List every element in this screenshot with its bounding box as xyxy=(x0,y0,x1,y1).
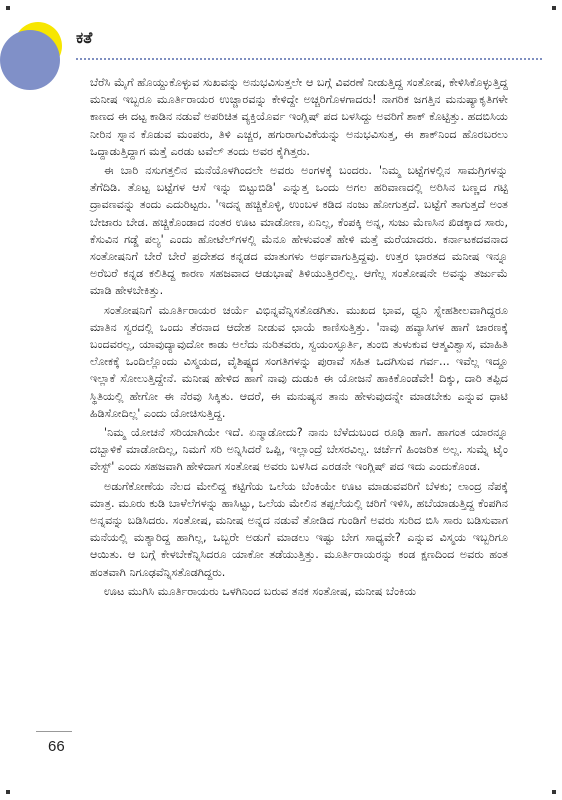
paragraph: ಬೆರೆಸಿ ಮೈಗೆ ಹೊಯ್ದುಕೊಳ್ಳುವ ಸುಖವನ್ನು ಅನುಭವಿಸುತ್ತಲೇ ಆ ಬಗ್ಗೆ ವಿವರಣೆ ನೀಡುತ್ತಿದ್ದ ಸಂತೋಷ, ಕೇಳಿಸಿಕೊಳ್ಳುತ್ತಿದ್ದ ಮನೀಷ ಇಬ್ಬರೂ ಮೂರ್ತಿರಾಯರ ಉಚ್ಚಾರವನ್ನು ಕೇಳಿದ್ದೇ ಅಚ್ಚರಿಗೊಳಗಾದರು! ನಾಗರಿಕ ಜಗತ್ತಿನ ಮನುಷ್ಯಾಕೃತಿಗಳೇ ಕಾಣದ ಈ ದಟ್ಟ ಕಾಡಿನ ನಡುವೆ ಅಪರಿಚಿತ ವ್ಯಕ್ತಿಯೊರ್ವ ಇಂಗ್ಲಿಷ್ ಪದ ಬಳಸಿದ್ದು ಅವರಿಗೆ ಶಾಕ್ ಕೊಟ್ಟಿತ್ತು. ಹದಬಿಸಿಯ ನೀರಿನ ಸ್ನಾನ ಕೊಡುವ ಮಂಪರು, ತಿಳಿ ಎಚ್ಚರ, ಹಗುರಾಗುವಿಕೆಯನ್ನು ಅನುಭವಿಸುತ್ತ, ಈ ಶಾಕ್‌ನಿಂದ ಹೊರಬರಲು ಒದ್ದಾಡುತ್ತಿದ್ದಾಗ ಮತ್ತೆ ಎರಡು ಟವೆಲ್ ತಂದು ಅವರ ಕೈಗಿತ್ತರು. xyxy=(90,76,508,158)
paragraph: 'ನಿಮ್ಮ ಯೋಚನೆ ಸರಿಯಾಗಿಯೇ ಇದೆ. ಏನ್ಮಾಡೋದು? ನಾನು ಬೆಳೆದುಬಂದ ರೂಢಿ ಹಾಗೆ. ಹಾಗಂತ ಯಾರನ್ನೂ ದಬ್ಬಾಳಿಕೆ ಮಾಡೋದಿಲ್ಲ, ನಿಮಗೆ ಸರಿ ಅನ್ನಿಸಿದರೆ ಒಪ್ಪಿ, ಇಲ್ಲಾಂದ್ರೆ ಬೇಸರವಿಲ್ಲ. ಚರ್ಚೆಗೆ ಹಿಂಜರಿತ ಅಲ್ಲ. ಸುಮ್ನೆ ಟೈಂ ವೇಸ್ಟ್' ಎಂದು ಸಹಜವಾಗಿ ಹೇಳಿದಾಗ ಸಂತೋಷ ಅವರು ಬಳಸಿದ ಎರಡನೇ ಇಂಗ್ಲಿಷ್ ಪದ ಇದು ಎಂದುಕೊಂಡ. xyxy=(90,426,508,474)
crop-mark xyxy=(552,6,556,10)
paragraph: ಊಟ ಮುಗಿಸಿ ಮೂರ್ತಿರಾಯರು ಒಳಗಿನಿಂದ ಬರುವ ತನಕ ಸಂತೋಷ, ಮನೀಷ ಬೆಂಕಿಯ xyxy=(104,584,417,598)
footer-rule xyxy=(36,731,72,732)
crop-mark xyxy=(6,6,10,10)
header-dotted-rule xyxy=(76,58,542,60)
header-decoration-circle-blue xyxy=(0,30,60,90)
paragraph: ಈ ಬಾರಿ ನಸುಗತ್ತಲಿನ ಮನೆಯೊಳಗಿಂದಲೇ ಅವರು ಅಂಗಳಕ್ಕೆ ಬಂದರು. 'ನಿಮ್ಮ ಬಟ್ಟೆಗಳಲ್ಲಿನ ಸಾಮಗ್ರಿಗಳನ್ನು ತೆಗೆದಿಡಿ. ತೊಟ್ಟ ಬಟ್ಟೆಗಳ ಆಸೆ ಇನ್ನು ಬಿಟ್ಟುಬಿಡಿ' ಎನ್ನುತ್ತ ಒಂದು ಅಗಲ ಹರಿವಾಣದಲ್ಲಿ ಅರಿಸಿನ ಬಣ್ಣದ ಗಟ್ಟಿ ದ್ರಾವಣವನ್ನು ತಂದು ಎದುರಿಟ್ಟರು. 'ಇದನ್ನ ಹಚ್ಚಿಕೊಳ್ಳಿ, ಉಂಬಳ ಕಡಿದ ನಂಜು ಹೋಗುತ್ತದೆ. ಬಟ್ಟೆಗೆ ತಾಗುತ್ತದೆ ಅಂತ ಬೇಜಾರು ಬೇಡ. ಹಚ್ಚಿಕೊಂಡಾದ ನಂತರ ಊಟ ಮಾಡೋಣ, ಏನಿಲ್ಲ, ಕೆಂಪಕ್ಕಿ ಅನ್ನ, ಸುಜು ಮೆಣಸಿನ ಖಿಡಕ್ಕಾದ ಸಾರು, ಕೆಸುವಿನ ಗಡ್ಡೆ ಪಲ್ಯ' ಎಂದು ಹೋಟೆಲ್‌ಗಳಲ್ಲಿ ಮೆನೂ ಹೇಳುವಂತೆ ಹೇಳಿ ಮತ್ತೆ ಮರೆಯಾದರು. ಕರ್ನಾಟಕದವನಾದ ಸಂತೋಷನಿಗೆ ಬೇರೆ ಬೇರೆ ಪ್ರದೇಶದ ಕನ್ನಡದ ಮಾತುಗಳು ಅರ್ಥವಾಗುತ್ತಿದ್ದವು. ಉತ್ತರ ಭಾರತದ ಮನೀಷ ಇನ್ನೂ ಅರೆಬರೆ ಕನ್ನಡ ಕಲಿತಿದ್ದ ಕಾರಣ ಸಹಜವಾದ ಆಡುಭಾಷೆ ತಿಳಿಯುತ್ತಿರಲಿಲ್ಲ. ಆಗೆಲ್ಲ ಸಂತೋಷನೇ ಅವನ್ನು ತರ್ಜುಮೆ ಮಾಡಿ ಹೇಳಬೇಕಿತ್ತು. xyxy=(90,164,508,298)
article-body xyxy=(90,74,508,602)
crop-mark xyxy=(6,790,10,794)
page-number: 66 xyxy=(48,738,65,755)
paragraph: ಸಂತೋಷನಿಗೆ ಮೂರ್ತಿರಾಯರ ಚರ್ಯೆ ವಿಭಿನ್ನವೆನ್ನಿಸತೊಡಗಿತು. ಮುಖದ ಭಾವ, ಧ್ವನಿ ಸ್ನೇಹಶೀಲವಾಗಿದ್ದರೂ ಮಾತಿನ ಸ್ವರದಲ್ಲಿ ಒಂದು ತೆರನಾದ ಆದೇಶ ನೀಡುವ ಛಾಯೆ ಕಾಣಿಸುತ್ತಿತ್ತು. 'ನಾವು ಹವ್ಯಾಸಿಗಳ ಹಾಗೆ ಚಾರಣಕ್ಕೆ ಬಂದವರಲ್ಲ, ಯಾವುದ್ಯಾವುದೋ ಕಾಡು ಅಲೆದು ನುರಿತವರು, ಸ್ವಯಂಸ್ಫೂರ್ತಿ, ತುಂಬಿ ತುಳುಕುವ ಆತ್ಮವಿಶ್ವಾಸ, ಮಾಹಿತಿ ಲೋಕಕ್ಕೆ ಒಂದಿಲ್ಲೊಂದು ವಿಸ್ಮಯದ, ವೈಶಿಷ್ಟ್ಯದ ಸಂಗತಿಗಳನ್ನು ಪುರಾವೆ ಸಹಿತ ಒದಗಿಸುವ ಗರ್ವ... ಇವೆಲ್ಲ ಇದ್ದೂ ಇಲ್ಲಾಕೆ ಸೋಲುತ್ತಿದ್ದೇನೆ. ಮನೀಷ ಹೇಳಿದ ಹಾಗೆ ನಾವು ದುಡುಕಿ ಈ ಯೋಜನೆ ಹಾಕಿಕೊಂಡೆವೇ! ದಿಕ್ಕು, ದಾರಿ ತಪ್ಪಿದ ಸ್ಥಿತಿಯಲ್ಲಿ ಹೇಗೋ ಈ ನೆರವು ಸಿಕ್ಕಿತು. ಆದರೆ, ಈ ಮನುಷ್ಯನ ತಾನು ಹೇಳುವುದನ್ನೇ ಮಾಡಬೇಕು ಎನ್ನುವ ಧಾಟಿ ಹಿಡಿಸೋದಿಲ್ಲ' ಎಂದು ಯೋಚಿಸುತ್ತಿದ್ದ. xyxy=(90,303,508,420)
section-title: ಕತೆ xyxy=(76,28,93,47)
paragraph: ಅಡುಗೆಕೋಣೆಯ ನೆಲದ ಮೇಲಿದ್ದ ಕಟ್ಟಿಗೆಯ ಒಲೆಯ ಬೆಂಕಿಯೇ ಊಟ ಮಾಡುವವರಿಗೆ ಬೆಳಕು; ಲಾಂದ್ರ ನೆಪಕ್ಕೆ ಮಾತ್ರ. ಮೂರು ಕುಡಿ ಬಾಳೆಲೆಗಳನ್ನು ಹಾಸಿಟ್ಟು, ಒಲೆಯ ಮೇಲಿನ ತಪ್ಪಲೆಯಲ್ಲಿ ಚರಿಗೆ ಇಳಿಸಿ, ಹಬೆಯಾಡುತ್ತಿದ್ದ ಕೆಂಪಗಿನ ಅನ್ನವನ್ನು ಬಡಿಸಿದರು. ಸಂತೋಷ, ಮನೀಷ ಅನ್ನದ ನಡುವೆ ತೋಡಿದ ಗುಂಡಿಗೆ ಅವರು ಸುರಿದ ಬಿಸಿ ಸಾರು ಬಡಿಸುವಾಗ ಮನೆಯಲ್ಲಿ ಮತ್ಯಾರಿದ್ದ ಹಾಗಿಲ್ಲ, ಒಬ್ಬರೇ ಅಡುಗೆ ಮಾಡಲು ಇಷ್ಟು ಬೇಗ ಸಾಧ್ಯವೇ? ಎನ್ನುವ ವಿಸ್ಮಯ ಇಬ್ಬರಿಗೂ ಆಯಿತು. ಆ ಬಗ್ಗೆ ಕೇಳಬೇಕೆನ್ನಿಸಿದರೂ ಯಾಕೋ ತಡೆಯುತ್ತಿತ್ತು. ಮೂರ್ತಿರಾಯರನ್ನು ಕಂಡ ಕ್ಷಣದಿಂದ ಅವರು ಹಂತ ಹಂತವಾಗಿ ನಿಗೂಢವೆನ್ನಿಸತೊಡಗಿದ್ದರು. xyxy=(90,479,508,579)
crop-mark xyxy=(552,790,556,794)
